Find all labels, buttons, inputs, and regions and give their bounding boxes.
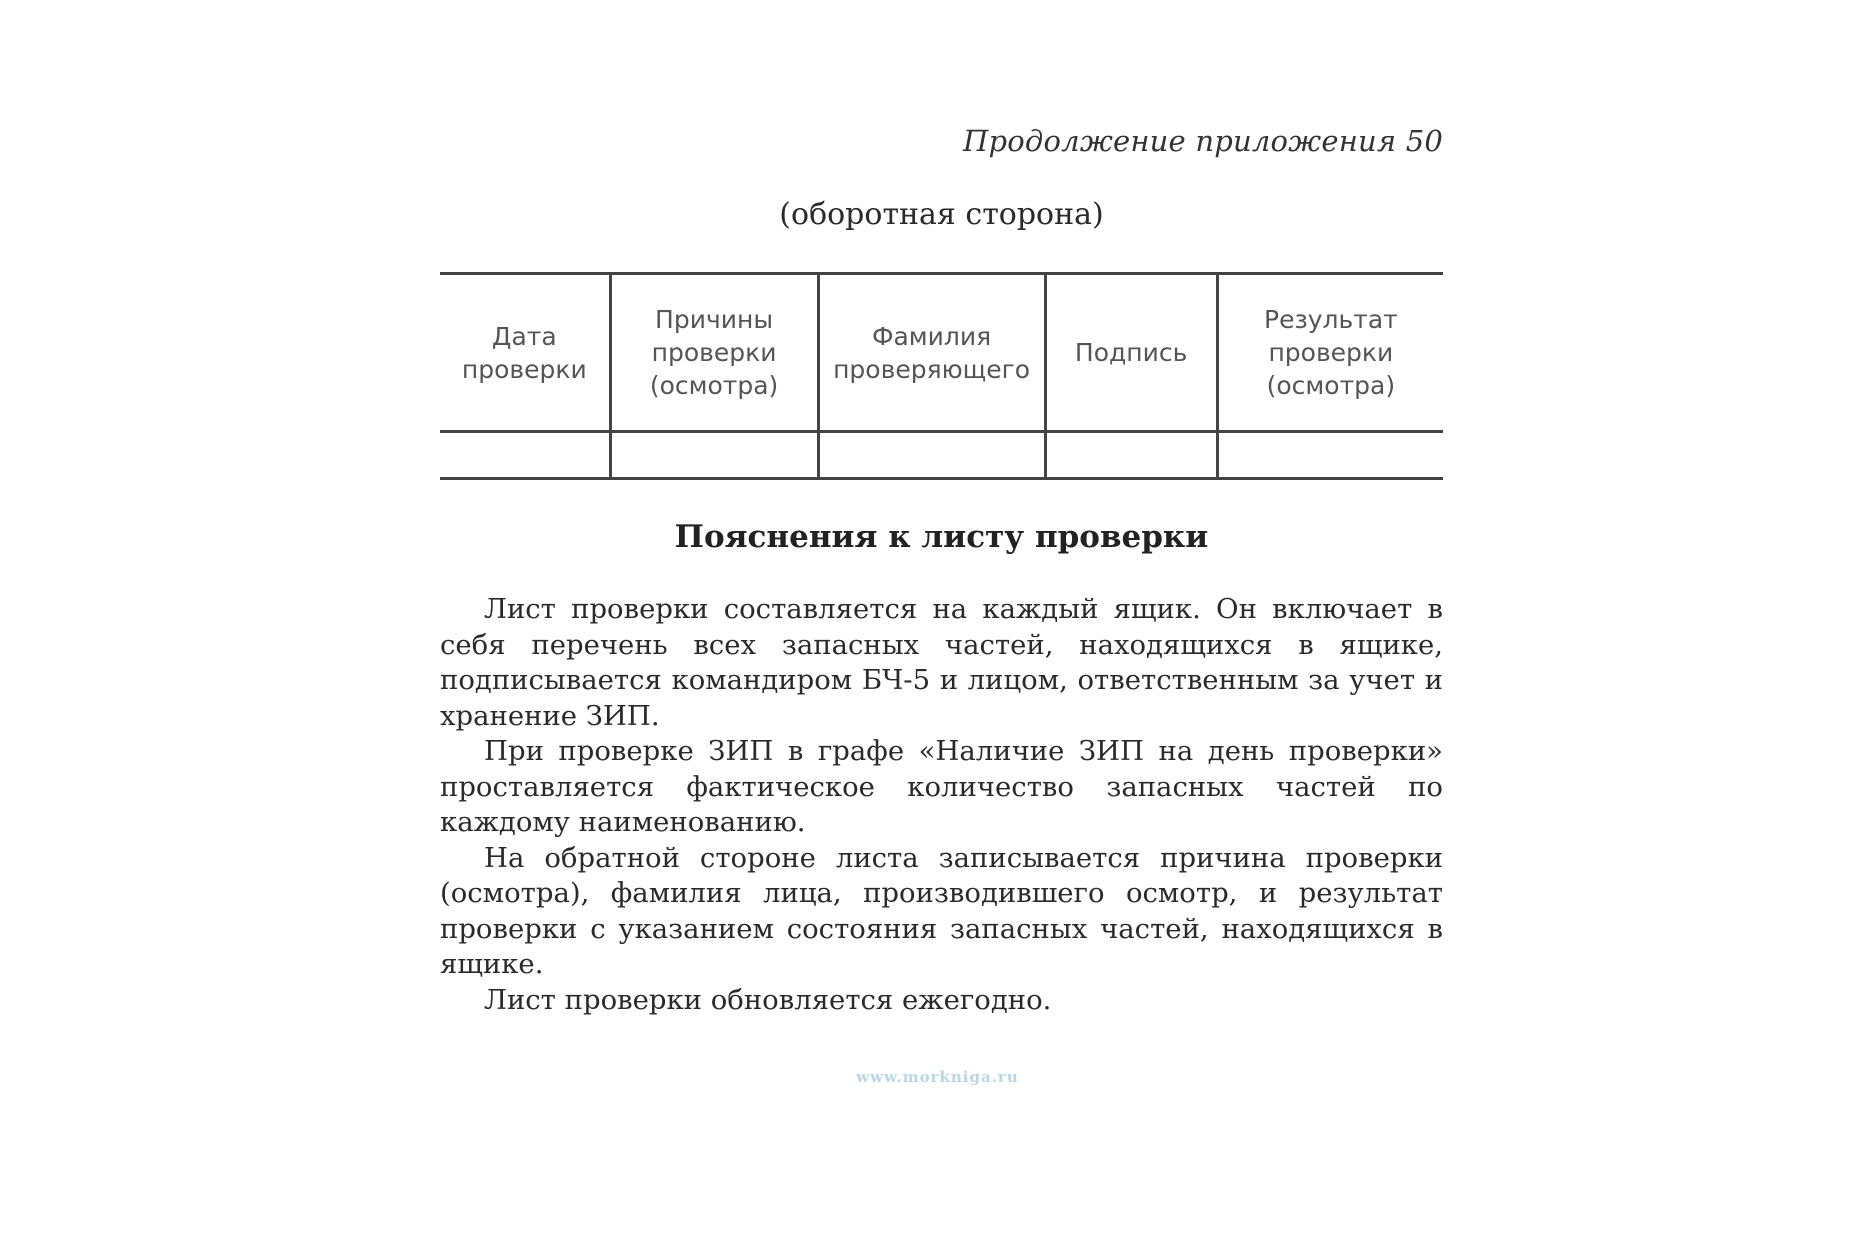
document-page <box>440 0 1443 1250</box>
table-cell <box>1217 432 1443 479</box>
column-header-date: Дата проверки <box>440 274 610 432</box>
paragraph: Лист проверки составляется на каждый ящик. Он включает в себя перечень всех запасных частей, находящихся в ящике, подписывается командиром БЧ-5 и лицом, ответственным за учет и хранение ЗИП. <box>440 593 1443 732</box>
table-header-row <box>440 274 1443 432</box>
table-cell <box>818 432 1045 479</box>
column-header-reasons: Причины проверки (осмотра) <box>610 274 818 432</box>
check-sheet-table <box>440 272 1443 480</box>
table-cell <box>1045 432 1217 479</box>
paragraph: На обратной стороне листа записывается причина проверки (осмотра), фамилия лица, производившего осмотр, и результат проверки с указанием состояния запасных частей, находящихся в ящике. <box>440 841 1443 980</box>
reverse-side-label: (оборотная сторона) <box>779 197 1104 232</box>
table-cell <box>610 432 818 479</box>
appendix-continuation-label: Продолжение приложения 50 <box>963 124 1443 158</box>
explanation-text <box>440 592 1443 1018</box>
table-cell <box>440 432 610 479</box>
paragraph: Лист проверки обновляется ежегодно. <box>484 983 1052 1016</box>
table-row <box>440 432 1443 479</box>
column-header-signature: Подпись <box>1045 274 1217 432</box>
section-heading: Пояснения к листу проверки <box>674 519 1209 555</box>
column-header-result: Результат проверки (осмотра) <box>1217 274 1443 432</box>
watermark: www.morkniga.ru <box>856 1068 1019 1086</box>
column-header-inspector: Фамилия проверяющего <box>818 274 1045 432</box>
paragraph: При проверке ЗИП в графе «Наличие ЗИП на день проверки» проставляется фактическое количество запасных частей по каждому наименованию. <box>440 735 1443 838</box>
